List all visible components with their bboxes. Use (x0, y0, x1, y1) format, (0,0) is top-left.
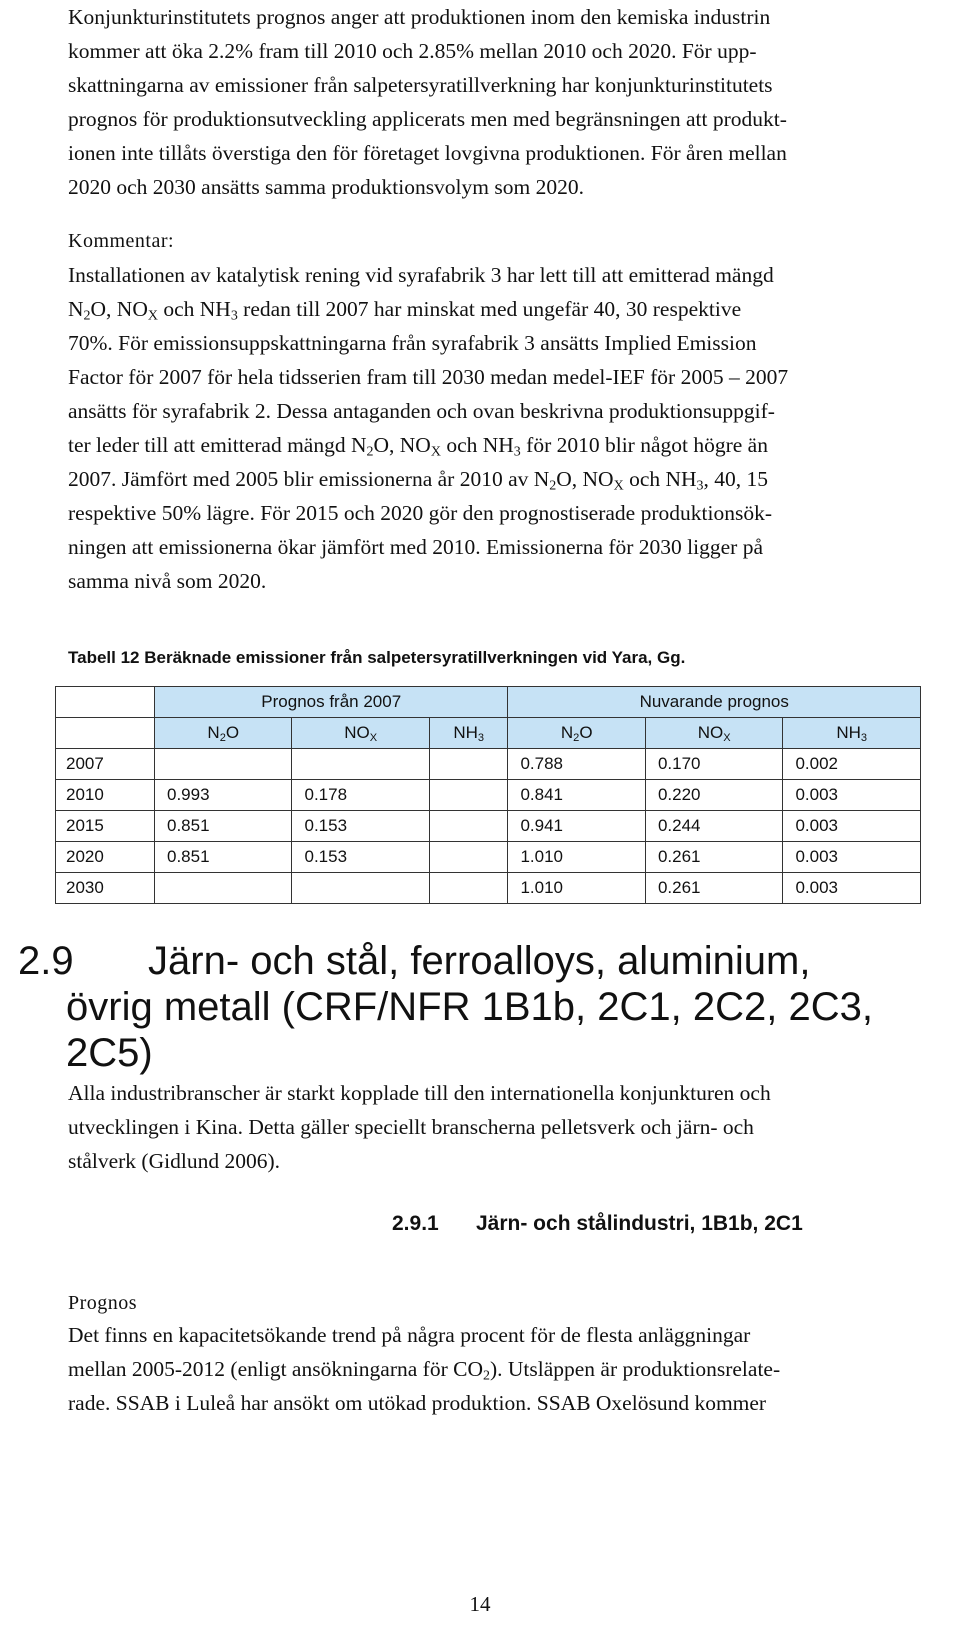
text-line: Det finns en kapacitetsökande trend på några procent för de flesta anläggningar (68, 1323, 751, 1347)
section-heading-line: 2.9 Järn- och stål, ferroalloys, aluminium, (18, 939, 811, 983)
section-heading-line: övrig metall (CRF/NFR 1B1b, 2C1, 2C2, 2C3, (66, 985, 873, 1029)
text-line: ionen inte tillåts överstiga den för företaget lovgivna produktionen. För åren mellan (68, 141, 787, 165)
emissions-table (55, 686, 921, 904)
year-cell: 2030 (56, 873, 155, 904)
value-cell: 1.010 (508, 873, 645, 904)
text-line: samma nivå som 2020. (68, 569, 267, 593)
table-row (56, 842, 921, 873)
comment-label: Kommentar: (68, 230, 175, 252)
value-cell: 0.993 (155, 780, 292, 811)
year-cell: 2010 (56, 780, 155, 811)
header-n2o: $N_2O$ (508, 718, 645, 749)
value-cell: 0.941 (508, 811, 645, 842)
value-cell (429, 749, 508, 780)
value-cell: 0.788 (508, 749, 645, 780)
table-caption: Tabell 12 Beräknade emissioner från salpetersyratillverkningen vid Yara, Gg. (68, 648, 686, 667)
prognos-label: Prognos (68, 1292, 138, 1314)
text-line: stålverk (Gidlund 2006). (68, 1149, 280, 1173)
text-line: 2020 och 2030 ansätts samma produktionsvolym som 2020. (68, 175, 584, 199)
prognos-paragraph (68, 1318, 944, 1420)
header-nox: $NO_X$ (292, 718, 429, 749)
value-cell: 0.261 (645, 842, 782, 873)
table-row (56, 780, 921, 811)
text-line: ter leder till att emitterad mängd $N_2O$, $NO_X$ och $NH_3$ för 2010 blir något högre än (68, 433, 768, 460)
page-number: 14 (469, 1592, 491, 1616)
header-n2o: $N_2O$ (155, 718, 292, 749)
text-line: ansätts för syrafabrik 2. Dessa antaganden och ovan beskrivna produktionsuppgif- (68, 399, 775, 423)
text-line: Factor för 2007 för hela tidsserien fram till 2030 medan medel-IEF för 2005 – 2007 (68, 365, 789, 389)
subsection-title: Järn- och stålindustri, 1B1b, 2C1 (476, 1212, 803, 1235)
text-line: mellan 2005-2012 (enligt ansökningarna för $CO_2$). Utsläppen är produktionsrelate- (68, 1357, 781, 1384)
value-cell (155, 749, 292, 780)
table-header-row (56, 687, 921, 718)
value-cell (292, 749, 429, 780)
value-cell: 0.170 (645, 749, 782, 780)
header-group-prognos-2007: Prognos från 2007 (155, 687, 508, 718)
subsection-number: 2.9.1 (392, 1212, 439, 1235)
table-row (56, 873, 921, 904)
value-cell: 0.003 (783, 873, 921, 904)
subsection-heading (392, 1212, 803, 1236)
header-nh3: $NH_3$ (429, 718, 508, 749)
text-line: rade. SSAB i Luleå har ansökt om utökad produktion. SSAB Oxelösund kommer (68, 1391, 767, 1415)
industry-paragraph (68, 1076, 944, 1178)
year-cell: 2015 (56, 811, 155, 842)
header-nox: $NO_X$ (645, 718, 782, 749)
value-cell: 0.003 (783, 842, 921, 873)
value-cell: 0.153 (292, 842, 429, 873)
table-subheader-row (56, 718, 921, 749)
header-empty-cell (56, 687, 155, 718)
value-cell: 0.244 (645, 811, 782, 842)
text-line: $N_2O$, $NO_X$ och $NH_3$ redan till 2007 har minskat med ungefär 40, 30 respektive (68, 297, 742, 324)
text-line: 70%. För emissionsuppskattningarna från syrafabrik 3 ansätts Implied Emission (68, 331, 757, 355)
value-cell: 0.002 (783, 749, 921, 780)
value-cell (429, 873, 508, 904)
value-cell: 0.851 (155, 811, 292, 842)
text-line: utvecklingen i Kina. Detta gäller speciellt branscherna pelletsverk och järn- och (68, 1115, 754, 1139)
table-row (56, 749, 921, 780)
value-cell (155, 873, 292, 904)
value-cell (429, 780, 508, 811)
header-empty-cell (56, 718, 155, 749)
text-line: 2007. Jämfört med 2005 blir emissionerna år 2010 av $N_2O$, $NO_X$ och $NH_3$, 40, 15 (68, 467, 769, 494)
value-cell: 0.153 (292, 811, 429, 842)
year-cell: 2020 (56, 842, 155, 873)
value-cell: 0.841 (508, 780, 645, 811)
section-heading (18, 938, 938, 1076)
value-cell (429, 811, 508, 842)
text-line: prognos för produktionsutveckling applicerats men med begränsningen att produkt- (68, 107, 787, 131)
value-cell: 0.220 (645, 780, 782, 811)
comment-paragraph (68, 258, 944, 598)
value-cell: 1.010 (508, 842, 645, 873)
text-line: Alla industribranscher är starkt kopplade till den internationella konjunkturen och (68, 1081, 771, 1105)
text-line: ningen att emissionerna ökar jämfört med 2010. Emissionerna för 2030 ligger på (68, 535, 763, 559)
text-line: kommer att öka 2.2% fram till 2010 och 2.85% mellan 2010 och 2020. För upp- (68, 39, 757, 63)
text-line: respektive 50% lägre. För 2015 och 2020 gör den prognostiserade produktionsök- (68, 501, 772, 525)
year-cell: 2007 (56, 749, 155, 780)
value-cell: 0.851 (155, 842, 292, 873)
text-line: Installationen av katalytisk rening vid syrafabrik 3 har lett till att emitterad mängd (68, 263, 774, 287)
section-number: 2.9 (18, 939, 74, 983)
header-group-nuvarande: Nuvarande prognos (508, 687, 921, 718)
intro-paragraph (68, 0, 944, 204)
section-heading-line: 2C5) (66, 1031, 153, 1075)
value-cell (429, 842, 508, 873)
value-cell: 0.003 (783, 780, 921, 811)
text-line: Konjunkturinstitutets prognos anger att produktionen inom den kemiska industrin (68, 5, 771, 29)
value-cell: 0.261 (645, 873, 782, 904)
table-row (56, 811, 921, 842)
value-cell: 0.003 (783, 811, 921, 842)
value-cell: 0.178 (292, 780, 429, 811)
text-line: skattningarna av emissioner från salpetersyratillverkning har konjunkturinstitutets (68, 73, 773, 97)
header-nh3: $NH_3$ (783, 718, 921, 749)
value-cell (292, 873, 429, 904)
